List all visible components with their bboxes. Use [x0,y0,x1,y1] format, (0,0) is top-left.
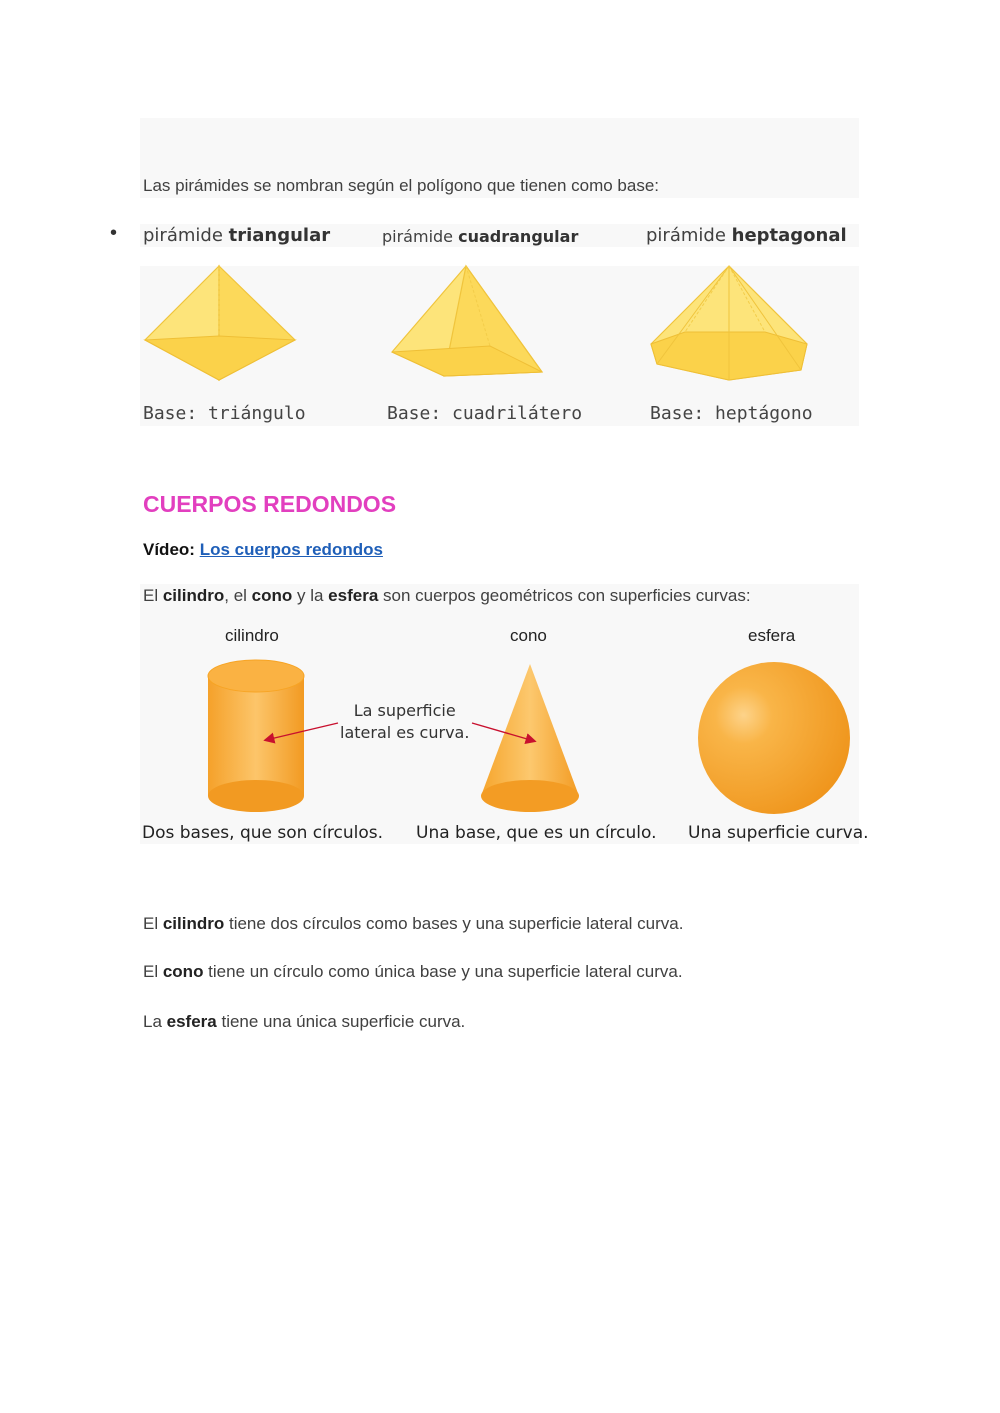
pyramid-name-cuadrangular: pirámide cuadrangular [382,227,579,246]
caption-cilindro: Dos bases, que son círculos. [142,823,383,843]
heptagonal-pyramid-image [651,266,807,380]
section-title: CUERPOS REDONDOS [143,491,397,517]
square-pyramid-image [392,266,542,376]
bullet-point: • [110,222,118,244]
video-link[interactable]: Los cuerpos redondos [199,540,383,559]
curved-surface-annotation: La superficie lateral es curva. [340,701,470,742]
pyramid-base-triangular: Base: triángulo [143,403,306,424]
video-line [143,540,383,560]
description-cilindro: El cilindro tiene dos círculos como bases y una superficie lateral curva. [143,914,684,933]
pyramid-figures [140,262,860,387]
round-bodies-intro: El cilindro, el cono y la esfera son cuerpos geométricos con superficies curvas: [143,586,751,605]
description-cono: El cono tiene un círculo como única base y una superficie lateral curva. [143,962,683,981]
pyramid-base-heptagonal: Base: heptágono [650,403,813,424]
label-cono: cono [510,626,547,645]
cylinder-image [208,660,304,812]
pyramid-base-cuadrangular: Base: cuadrilátero [387,403,583,424]
video-label: Vídeo: [143,540,195,559]
label-esfera: esfera [748,626,796,645]
pyramid-name-heptagonal: pirámide heptagonal [646,225,847,246]
pyramid-name-triangular: pirámide triangular [143,225,331,246]
caption-esfera: Una superficie curva. [688,823,869,843]
sphere-image [698,662,850,814]
pyramids-intro-text: Las pirámides se nombran según el polígono que tienen como base: [143,176,660,195]
round-bodies-figures [140,650,860,820]
triangular-pyramid-image [145,266,295,380]
cone-image [481,664,579,812]
caption-cono: Una base, que es un círculo. [416,823,657,843]
description-esfera: La esfera tiene una única superficie curva. [143,1012,466,1031]
label-cilindro: cilindro [225,626,279,645]
